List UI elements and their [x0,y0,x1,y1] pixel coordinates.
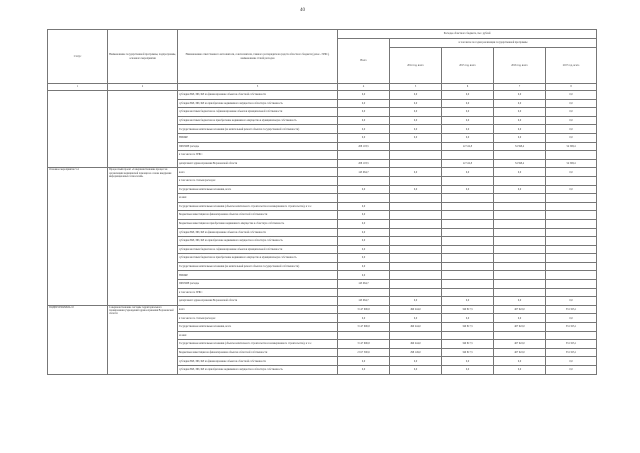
value-cell [494,280,546,289]
value-cell [442,211,494,220]
value-cell: 340 817,5 [442,305,494,314]
value-cell: 0,0 [494,357,546,366]
row-label: субсидии местным бюджетам на софинансирование объектов муниципальной собственности [178,108,338,117]
value-cell [338,194,390,203]
value-cell [494,176,546,185]
value-cell [494,202,546,211]
value-cell: 0,0 [390,99,442,108]
value-cell: 331 323,1 [546,348,597,357]
value-cell: 0,0 [546,133,597,142]
value-cell: 2 917 300,6 [338,348,390,357]
value-cell: 0,0 [494,116,546,125]
table-row [48,305,597,314]
budget-table [47,29,597,375]
column-number: 8 [546,84,597,91]
value-cell: 0,0 [338,228,390,237]
value-cell: 0,0 [338,245,390,254]
row-label: НИОКР [178,133,338,142]
value-cell: 331 323,1 [546,323,597,332]
value-cell [442,288,494,297]
value-cell [390,219,442,228]
value-cell: 0,0 [494,185,546,194]
value-cell [390,254,442,263]
value-cell: 0,0 [442,185,494,194]
value-cell: 0,0 [338,237,390,246]
value-cell: 407 922,0 [494,305,546,314]
value-cell [390,202,442,211]
row-label: субсидии местным бюджетам на приобретение недвижимого имущества в муниципальную собственность [178,254,338,263]
row-label: Государственные капитальные вложения (на капитальный ремонт объектов государственной собственности) [178,262,338,271]
value-cell: 0,0 [494,108,546,117]
row-label: всего [178,305,338,314]
value-cell: 0,0 [338,219,390,228]
row-label: ПРОЧИЕ расходы [178,280,338,289]
row-status: Основное мероприятие 5.4 [48,168,108,306]
value-cell: 0,0 [338,211,390,220]
value-cell: 3 147 606,8 [338,340,390,349]
value-cell [546,194,597,203]
value-cell [338,288,390,297]
row-label: департамент здравоохранения Воронежской области [178,159,338,168]
value-cell [442,280,494,289]
value-cell [338,176,390,185]
row-label: в том числе по статьям расходов: [178,176,338,185]
row-label: в том числе по ГРБС: [178,151,338,160]
value-cell: 0,0 [546,99,597,108]
row-label: в том числе по статьям расходов: [178,314,338,323]
value-cell: 0,0 [442,108,494,117]
value-cell [546,262,597,271]
row-label: субсидии ЮЛ, ИП, ФЛ на финансирование объектов областной собственности [178,228,338,237]
row-label: субсидии ЮЛ, ИП, ФЛ на приобретение недвижимого имущества в областную собственность [178,99,338,108]
value-cell: 3 147 606,8 [338,323,390,332]
value-cell [442,176,494,185]
value-cell: 0,0 [338,99,390,108]
value-cell [546,237,597,246]
value-cell [338,331,390,340]
value-cell: 0,0 [390,91,442,100]
value-cell [494,211,546,220]
value-cell [546,151,597,160]
row-program-name: Процессный проект «Совершенствование процессов организации медицинской помощи на основе внедрения информационных технологий» [108,168,178,306]
value-cell: 0,0 [442,366,494,375]
row-status: ПОДПРОГРАММА 10 [48,305,108,374]
value-cell [546,280,597,289]
header-source: Наименование ответственного исполнителя, соисполнителя, главного распорядителя средств областного бюджета (далее - ГРБС), наименование статей расходов [178,30,338,84]
value-cell: 0,0 [494,314,546,323]
row-program-name [108,91,178,168]
row-label: из них: [178,194,338,203]
value-cell [442,151,494,160]
header-year: 2016 год, всего [494,48,546,84]
value-cell: 0,0 [546,366,597,375]
column-number: 5 [390,84,442,91]
value-cell: 54 598,4 [546,142,597,151]
value-cell: 0,0 [494,99,546,108]
row-program-name: Совершенствование системы территориального планирования учреждений здравоохранения Воронежской области [108,305,178,374]
value-cell: 0,0 [390,125,442,134]
value-cell: 0,0 [546,108,597,117]
value-cell: 0,0 [442,357,494,366]
value-cell [546,228,597,237]
value-cell [390,331,442,340]
value-cell: 0,0 [390,133,442,142]
value-cell [546,331,597,340]
value-cell: 0,0 [494,168,546,177]
value-cell: 490 244,0 [390,305,442,314]
value-cell [494,245,546,254]
column-number: 4 [338,84,390,91]
value-cell [494,194,546,203]
value-cell [442,254,494,263]
value-cell: 0,0 [442,297,494,306]
value-cell: 0,0 [338,116,390,125]
column-number: 6 [442,84,494,91]
value-cell [390,271,442,280]
value-cell: 0,0 [546,168,597,177]
value-cell: 407 922,0 [494,348,546,357]
row-label: из них: [178,331,338,340]
value-cell [494,151,546,160]
row-label: Бюджетные инвестиции на финансирование объектов областной собственности [178,348,338,357]
value-cell: 143 064,7 [338,297,390,306]
value-cell [546,202,597,211]
value-cell: 0,0 [442,116,494,125]
value-cell: 0,0 [442,91,494,100]
page-number: 40 [300,8,305,13]
row-label: субсидии ЮЛ, ИП, ФЛ на финансирование объектов областной собственности [178,357,338,366]
value-cell: 34 598,4 [494,142,546,151]
table-row [48,168,597,177]
value-cell: 0,0 [338,108,390,117]
value-cell: 0,0 [338,262,390,271]
value-cell: 0,0 [338,254,390,263]
row-label: Государственные капитальные вложения (объекты капитального строительства и незавершенного строительства), в т.ч.: [178,202,338,211]
row-label: Бюджетные инвестиции на приобретение недвижимого имущества в областную собственность [178,219,338,228]
value-cell [494,271,546,280]
header-year: 2014 год, всего [390,48,442,84]
value-cell: 0,0 [546,185,597,194]
value-cell [442,194,494,203]
column-number: 1 [48,84,108,91]
value-cell [494,288,546,297]
header-year: 2017 год, всего [546,48,597,84]
value-cell [546,245,597,254]
value-cell: 34 598,4 [494,159,546,168]
column-number: 2 [108,84,178,91]
value-cell [390,151,442,160]
value-cell [442,202,494,211]
value-cell: 0,0 [546,116,597,125]
row-label: субсидии ЮЛ, ИП, ФЛ на приобретение недвижимого имущества в областную собственность [178,237,338,246]
column-number: 7 [494,84,546,91]
value-cell [442,237,494,246]
value-cell: 0,0 [546,357,597,366]
value-cell: 0,0 [494,125,546,134]
row-label: Бюджетные инвестиции на финансирование объектов областной собственности [178,211,338,220]
row-label: НИОКР [178,271,338,280]
value-cell [442,331,494,340]
value-cell: 22 512,8 [442,159,494,168]
value-cell: 0,0 [494,133,546,142]
value-cell: 0,0 [338,366,390,375]
header-budget-group: Расходы областного бюджета, тыс. рублей [338,30,597,39]
value-cell [390,262,442,271]
value-cell: 0,0 [338,185,390,194]
table-row [48,91,597,100]
value-cell: 331 323,1 [546,305,597,314]
header-total: Всего [338,39,390,84]
value-cell [494,254,546,263]
value-cell: 3 147 606,8 [338,305,390,314]
value-cell: 0,0 [494,91,546,100]
value-cell [390,142,442,151]
value-cell [546,211,597,220]
value-cell: 340 817,5 [442,348,494,357]
value-cell: 407 922,0 [494,340,546,349]
value-cell: 0,0 [442,99,494,108]
value-cell: 490 244,0 [390,340,442,349]
value-cell: 0,0 [390,168,442,177]
value-cell [390,280,442,289]
value-cell: 0,0 [338,314,390,323]
value-cell: 331 323,1 [546,340,597,349]
value-cell [390,228,442,237]
value-cell: 0,0 [442,314,494,323]
value-cell: 0,0 [494,297,546,306]
table-body [48,30,597,375]
value-cell [390,237,442,246]
value-cell: 0,0 [390,108,442,117]
row-label: департамент здравоохранения Воронежской области [178,297,338,306]
value-cell: 0,0 [390,314,442,323]
row-status [48,91,108,168]
value-cell: 0,0 [442,125,494,134]
row-label: Государственные капитальные вложения (на капитальный ремонт объектов государственной собственности) [178,125,338,134]
value-cell: 0,0 [390,185,442,194]
row-label: субсидии ЮЛ, ИП, ФЛ на финансирование объектов областной собственности [178,91,338,100]
value-cell: 143 064,7 [338,168,390,177]
value-cell: 0,0 [442,168,494,177]
value-cell: 490 244,0 [390,323,442,332]
value-cell [494,228,546,237]
row-label: в том числе по ГРБС: [178,288,338,297]
value-cell [546,176,597,185]
row-label: всего [178,168,338,177]
value-cell [546,219,597,228]
value-cell [546,271,597,280]
value-cell [338,151,390,160]
value-cell: 0,0 [442,133,494,142]
value-cell [494,219,546,228]
value-cell [494,237,546,246]
value-cell: 0,0 [338,133,390,142]
value-cell [390,159,442,168]
value-cell: 0,0 [390,357,442,366]
value-cell: 0,0 [390,116,442,125]
value-cell: 0,0 [546,91,597,100]
value-cell: 22 512,8 [442,142,494,151]
value-cell: 143 064,7 [338,280,390,289]
value-cell [442,228,494,237]
value-cell: 340 817,5 [442,340,494,349]
value-cell [546,288,597,297]
value-cell [494,262,546,271]
value-cell: 0,0 [546,297,597,306]
value-cell: 0,0 [338,91,390,100]
row-label: субсидии местным бюджетам на приобретение недвижимого имущества в муниципальную собственность [178,116,338,125]
value-cell: 298 149,0 [390,348,442,357]
header-program-name: Наименование государственной программы, подпрограммы, основного мероприятия [108,30,178,84]
value-cell: 0,0 [390,297,442,306]
value-cell [494,331,546,340]
value-cell [442,245,494,254]
header-year: 2015 год, всего [442,48,494,84]
value-cell: 340 817,5 [442,323,494,332]
row-label: Государственные капитальные вложения, всего [178,323,338,332]
value-cell: 0,0 [390,366,442,375]
value-cell [442,271,494,280]
value-cell: 0,0 [494,366,546,375]
header-status: Статус [48,30,108,84]
header-incl-years: в том числе по годам реализации государственной программы [390,39,597,48]
row-label: Государственные капитальные вложения, всего [178,185,338,194]
value-cell [390,211,442,220]
value-cell [442,262,494,271]
value-cell: 0,0 [338,357,390,366]
row-label: ПРОЧИЕ расходы [178,142,338,151]
value-cell: 0,0 [338,271,390,280]
value-cell [390,176,442,185]
value-cell: 407 922,0 [494,323,546,332]
value-cell: 208 103,5 [338,142,390,151]
row-label: субсидии ЮЛ, ИП, ФЛ на приобретение недвижимого имущества в областную собственность [178,366,338,375]
value-cell [390,288,442,297]
row-label: субсидии местным бюджетам на софинансирование объектов муниципальной собственности [178,245,338,254]
value-cell: 208 103,5 [338,159,390,168]
value-cell: 0,0 [338,125,390,134]
value-cell: 54 598,4 [546,159,597,168]
value-cell [546,254,597,263]
value-cell: 0,0 [338,202,390,211]
value-cell: 0,0 [546,314,597,323]
column-number: 3 [178,84,338,91]
value-cell [390,194,442,203]
value-cell [390,245,442,254]
value-cell [442,219,494,228]
row-label: Государственные капитальные вложения (объекты капитального строительства и незавершенного строительства), в т.ч.: [178,340,338,349]
value-cell: 0,0 [546,125,597,134]
